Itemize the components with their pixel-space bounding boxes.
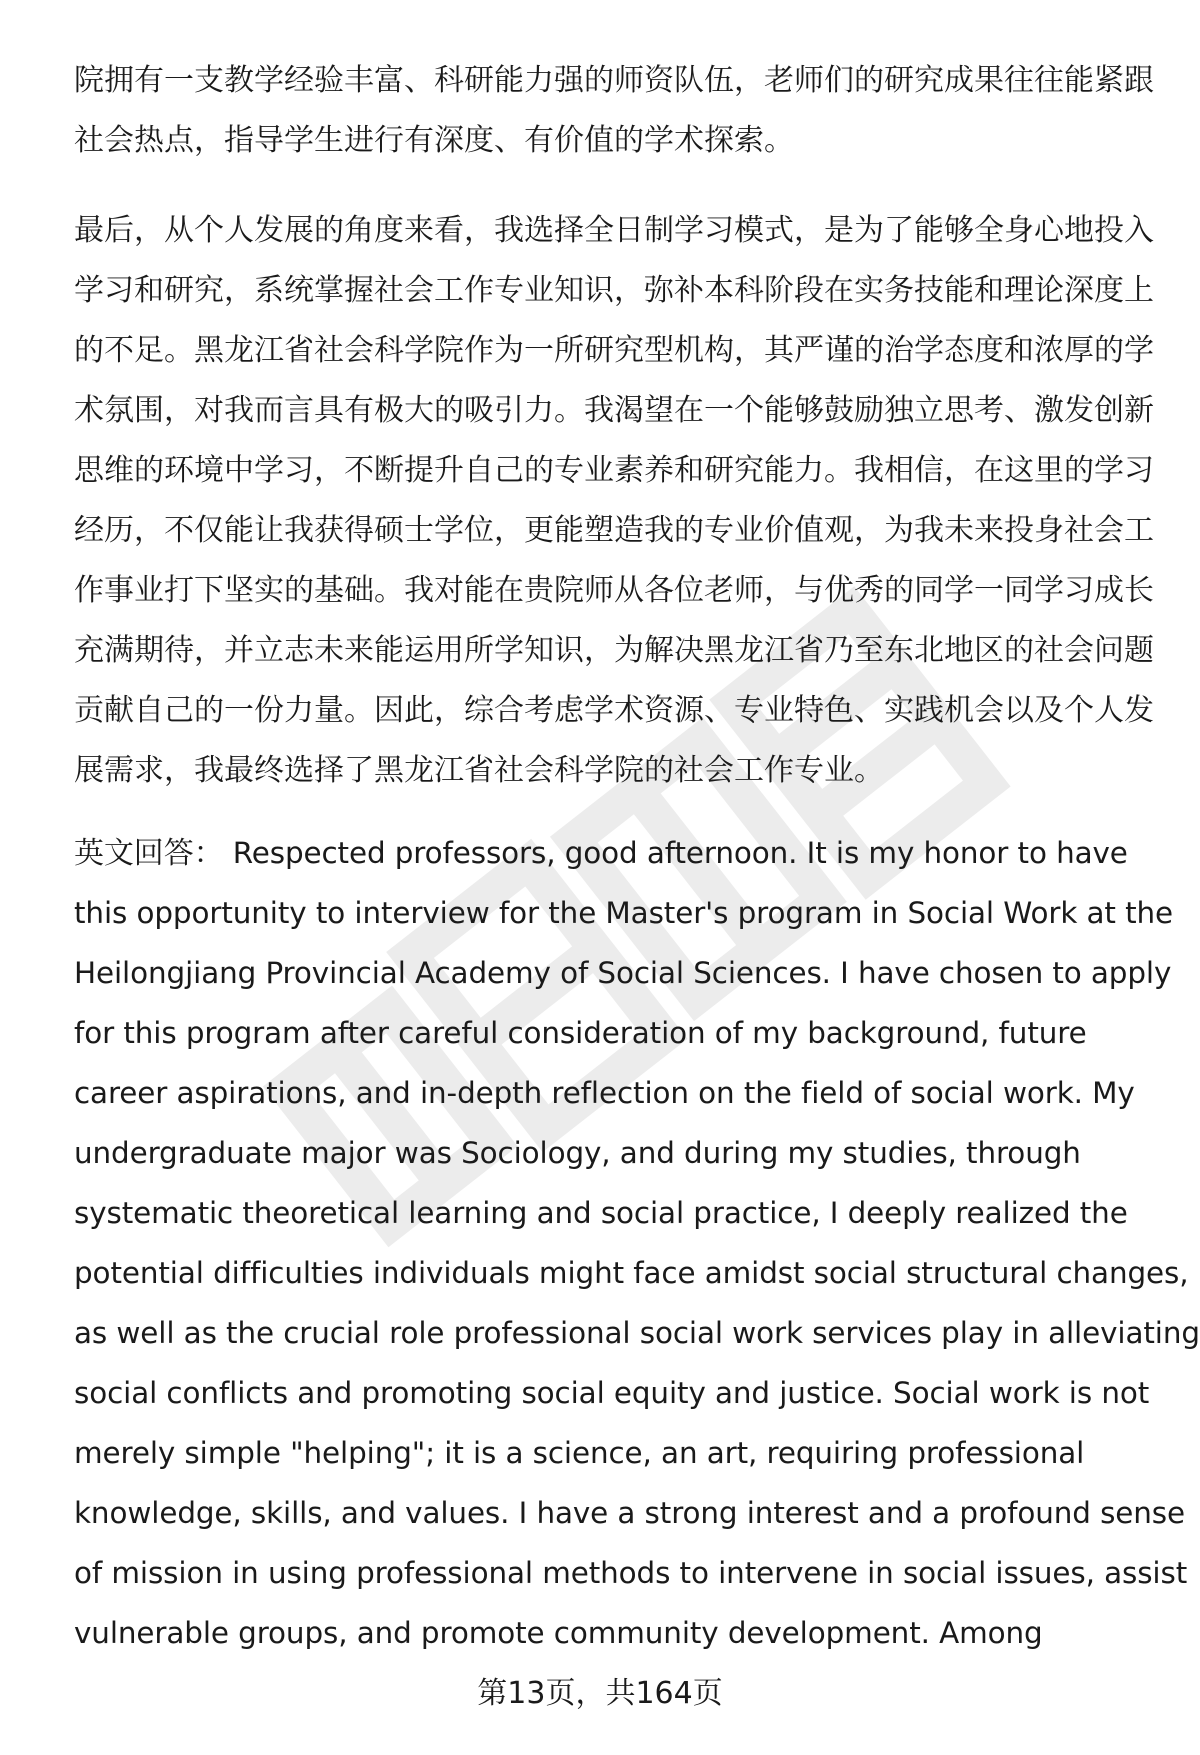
english-paragraph-line: career aspirations, and in-depth reflection on the field of social work. My — [74, 1076, 1135, 1110]
page-number-footer: 第13页，共164页 — [477, 1676, 723, 1711]
english-paragraph-line: knowledge, skills, and values. I have a strong interest and a profound sense — [74, 1496, 1185, 1530]
paragraph-academy-faculty — [74, 51, 1160, 171]
development-paragraph-line: 最后，从个人发展的角度来看，我选择全日制学习模式，是为了能够全身心地投入 — [74, 213, 1154, 248]
development-paragraph-line: 术氛围，对我而言具有极大的吸引力。我渴望在一个能够鼓励独立思考、激发创新 — [74, 393, 1154, 428]
english-paragraph-line: merely simple "helping"; it is a science, an art, requiring professional — [74, 1436, 1085, 1470]
development-paragraph-line: 思维的环境中学习，不断提升自己的专业素养和研究能力。我相信，在这里的学习 — [74, 453, 1154, 488]
english-paragraph-line: this opportunity to interview for the Master's program in Social Work at the — [74, 896, 1174, 930]
paragraph-english-answer — [74, 823, 1200, 1663]
english-paragraph-line: systematic theoretical learning and social practice, I deeply realized the — [74, 1196, 1128, 1230]
english-paragraph-line: of mission in using professional methods to intervene in social issues, assist — [74, 1556, 1188, 1590]
english-paragraph-line: undergraduate major was Sociology, and during my studies, through — [74, 1136, 1081, 1170]
faculty-paragraph-line: 院拥有一支教学经验丰富、科研能力强的师资队伍，老师们的研究成果往往能紧跟 — [74, 63, 1154, 98]
development-paragraph-line: 作事业打下坚实的基础。我对能在贵院师从各位老师，与优秀的同学一同学习成长 — [74, 573, 1154, 608]
english-paragraph-line: vulnerable groups, and promote community development. Among — [74, 1616, 1043, 1650]
development-paragraph-line: 的不足。黑龙江省社会科学院作为一所研究型机构，其严谨的治学态度和浓厚的学 — [74, 333, 1154, 368]
english-answer-first-line — [74, 823, 1160, 883]
english-paragraph-line: potential difficulties individuals might face amidst social structural changes, — [74, 1256, 1189, 1290]
development-paragraph-line: 学习和研究，系统掌握社会工作专业知识，弥补本科阶段在实务技能和理论深度上 — [74, 273, 1154, 308]
english-answer-label: 英文回答： — [74, 836, 224, 871]
faculty-paragraph-line: 社会热点，指导学生进行有深度、有价值的学术探索。 — [74, 123, 794, 158]
development-paragraph-line: 贡献自己的一份力量。因此，综合考虑学术资源、专业特色、实践机会以及个人发 — [74, 693, 1154, 728]
paragraph-personal-development — [74, 201, 1160, 801]
development-paragraph-line: 充满期待，并立志未来能运用所学知识，为解决黑龙江省乃至东北地区的社会问题 — [74, 633, 1154, 668]
development-paragraph-line: 经历，不仅能让我获得硕士学位，更能塑造我的专业价值观，为我未来投身社会工 — [74, 513, 1154, 548]
english-paragraph-line: social conflicts and promoting social equity and justice. Social work is not — [74, 1376, 1150, 1410]
development-paragraph-line: 展需求，我最终选择了黑龙江省社会科学院的社会工作专业。 — [74, 753, 884, 788]
english-paragraph-line: as well as the crucial role professional social work services play in alleviating — [74, 1316, 1200, 1350]
english-paragraph-line: for this program after careful consideration of my background, future — [74, 1016, 1087, 1050]
english-paragraph-line: Heilongjiang Provincial Academy of Social Sciences. I have chosen to apply — [74, 956, 1172, 990]
english-answer-opening: Respected professors, good afternoon. It is my honor to have — [223, 836, 1128, 870]
